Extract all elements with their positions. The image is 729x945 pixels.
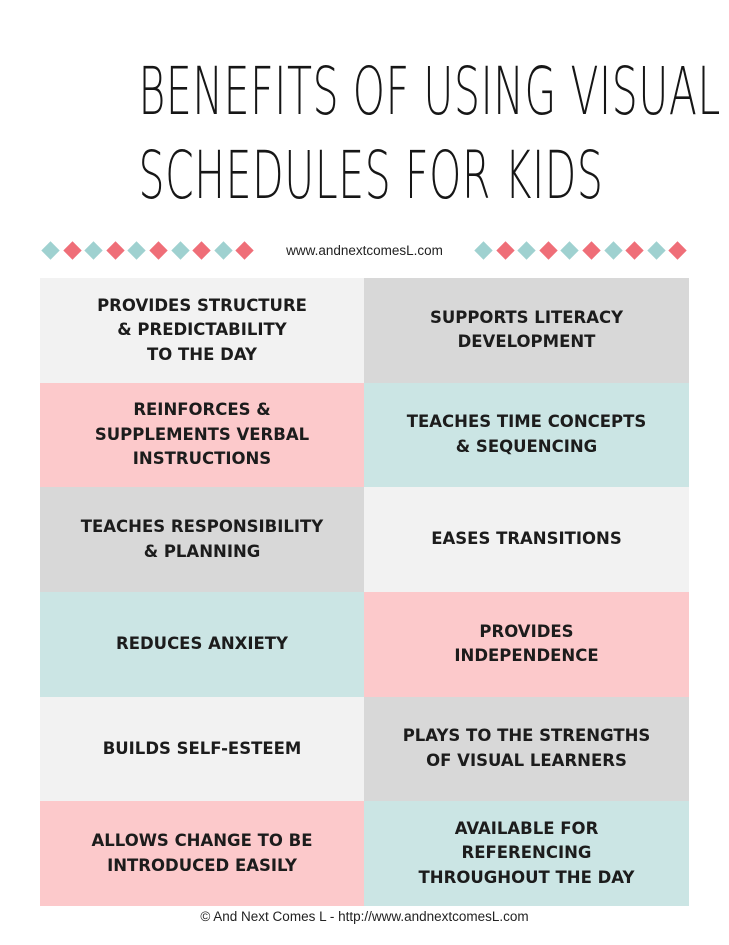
benefit-text: PROVIDES INDEPENDENCE bbox=[454, 621, 599, 666]
benefit-cell bbox=[364, 278, 689, 383]
teal-diamond-icon bbox=[516, 240, 538, 262]
pink-diamond-icon bbox=[495, 240, 517, 262]
benefit-cell bbox=[40, 801, 364, 906]
benefit-cell bbox=[364, 487, 689, 592]
benefit-text: PROVIDES STRUCTURE & PREDICTABILITY TO THE DAY bbox=[97, 295, 307, 364]
benefit-text: BUILDS SELF-ESTEEM bbox=[102, 738, 302, 758]
teal-diamond-icon bbox=[646, 240, 668, 262]
benefit-cell bbox=[40, 487, 364, 592]
copyright-footer: © And Next Comes L - http://www.andnextcomesL.com bbox=[200, 909, 529, 924]
benefit-cell bbox=[364, 592, 689, 697]
right-diamond-row bbox=[473, 240, 689, 262]
teal-diamond-icon bbox=[473, 240, 495, 262]
benefit-cell bbox=[364, 801, 689, 906]
pink-diamond-icon bbox=[581, 240, 603, 262]
benefit-cell bbox=[40, 383, 364, 488]
benefit-text: AVAILABLE FOR REFERENCING THROUGHOUT THE DAY bbox=[418, 818, 635, 887]
benefit-text: REINFORCES & SUPPLEMENTS VERBAL INSTRUCTIONS bbox=[94, 400, 310, 469]
benefit-text: EASES TRANSITIONS bbox=[431, 529, 622, 549]
benefit-text: SUPPORTS LITERACY DEVELOPMENT bbox=[429, 307, 624, 352]
benefits-grid bbox=[40, 278, 689, 906]
benefit-cell bbox=[40, 278, 364, 383]
benefit-text: TEACHES TIME CONCEPTS & SEQUENCING bbox=[406, 412, 647, 456]
benefit-text: REDUCES ANXIETY bbox=[116, 634, 288, 654]
benefit-cell bbox=[40, 592, 364, 697]
benefit-cell bbox=[40, 697, 364, 802]
benefit-cell bbox=[364, 383, 689, 488]
title-line-2: SCHEDULES FOR KIDS bbox=[138, 137, 604, 214]
page-title bbox=[138, 50, 721, 218]
decorative-divider bbox=[40, 240, 689, 262]
benefit-text: TEACHES RESPONSIBILITY & PLANNING bbox=[80, 517, 324, 561]
teal-diamond-icon bbox=[559, 240, 581, 262]
teal-diamond-icon bbox=[603, 240, 625, 262]
pink-diamond-icon bbox=[624, 240, 646, 262]
title-line-1: BENEFITS OF USING VISUAL bbox=[138, 53, 721, 130]
benefit-text: PLAYS TO THE STRENGTHS OF VISUAL LEARNERS bbox=[402, 726, 651, 770]
benefit-text: ALLOWS CHANGE TO BE INTRODUCED EASILY bbox=[91, 831, 313, 875]
website-url: www.andnextcomesL.com bbox=[286, 243, 443, 258]
pink-diamond-icon bbox=[538, 240, 560, 262]
pink-diamond-icon bbox=[667, 240, 689, 262]
benefit-cell bbox=[364, 697, 689, 802]
